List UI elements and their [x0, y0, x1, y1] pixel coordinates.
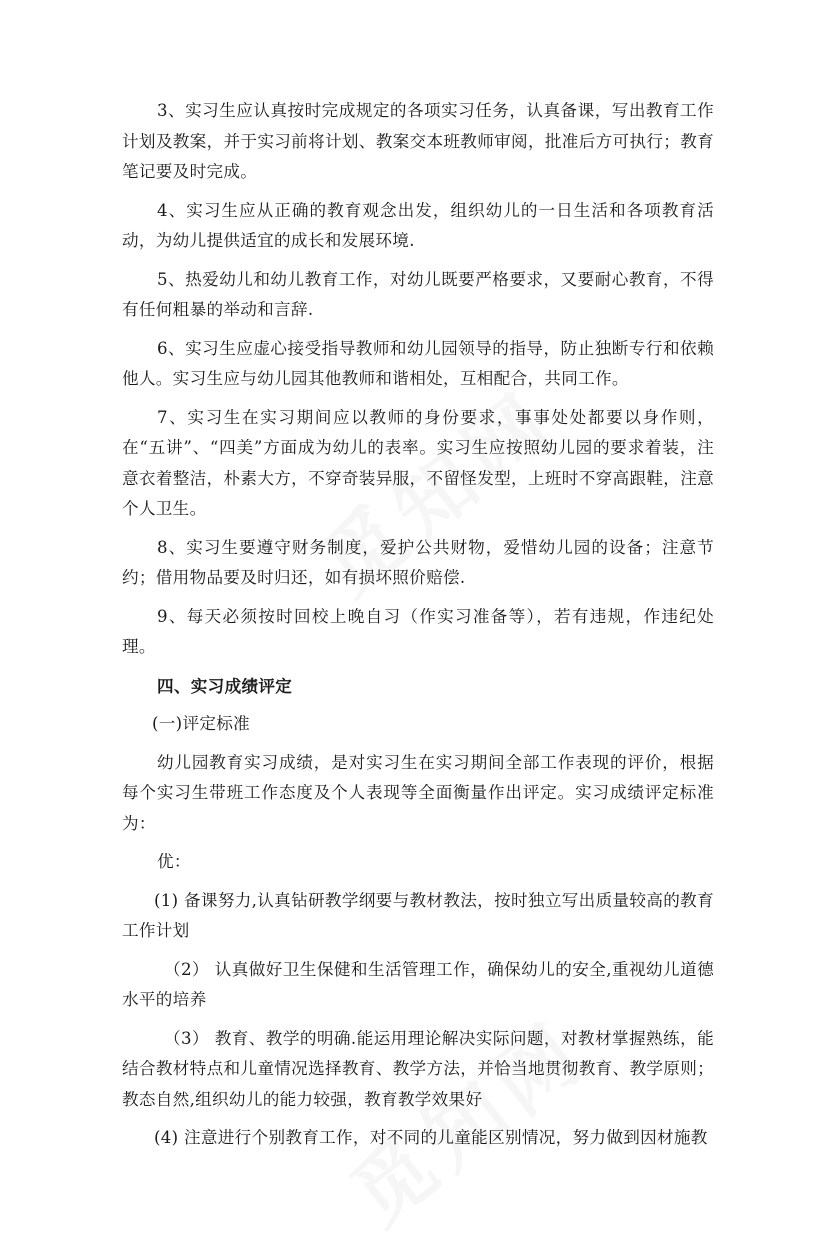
paragraph-rule-8: 8、实习生要遵守财务制度，爱护公共财物，爱惜幼儿园的设备；注意节约；借用物品要及时归还，如有损坏照价赔偿. — [122, 537, 714, 587]
paragraph-intro: 幼儿园教育实习成绩，是对实习生在实习期间全部工作表现的评价，根据每个实习生带班工作态度及个人表现等全面衡量作出评定。实习成绩评定标准为： — [122, 752, 714, 833]
paragraph-rule-5: 5、热爱幼儿和幼儿教育工作，对幼儿既要严格要求，又要耐心教育，不得有任何粗暴的举动和言辞. — [122, 269, 714, 319]
paragraph-rule-6: 6、实习生应虚心接受指导教师和幼儿园领导的指导，防止独断专行和依赖他人。实习生应与幼儿园其他教师和谐相处，互相配合，共同工作。 — [122, 338, 714, 388]
paragraph-rule-4: 4、实习生应从正确的教育观念出发，组织幼儿的一日生活和各项教育活动，为幼儿提供适宜的成长和发展环境. — [122, 200, 714, 250]
grade-label: 优： — [157, 852, 191, 871]
paragraph-rule-7: 7、实习生在实习期间应以教师的身份要求，事事处处都要以身作则，在“五讲”、“四美”方面成为幼儿的表率。实习生应按照幼儿园的要求着装，注意衣着整洁，朴素大方，不穿奇装异服，不留怪发型，上班时不穿高跟鞋，注意个人卫生。 — [122, 407, 714, 518]
document-body — [122, 96, 714, 1162]
criteria-item-4: (4) 注意进行个别教育工作，对不同的儿童能区别情况，努力做到因材施教 — [154, 1128, 708, 1147]
criteria-item-3: （3） 教育、教学的明确.能运用理论解决实际问题，对教材掌握熟练，能结合教材特点和儿童情况选择教育、教学方法，并恰当地贯彻教育、教学原则；教态自然,组织幼儿的能力较强，教育教学效果好 — [122, 1028, 714, 1109]
section-heading: 四、实习成绩评定 — [157, 675, 293, 696]
paragraph-rule-9: 9、每天必须按时回校上晚自习（作实习准备等），若有违规，作违纪处理。 — [122, 606, 714, 656]
subsection-heading: (一)评定标准 — [152, 714, 251, 733]
criteria-item-1: (1) 备课努力,认真钻研教学纲要与教材教法，按时独立写出质量较高的教育工作计划 — [122, 890, 714, 940]
paragraph-rule-3: 3、实习生应认真按时完成规定的各项实习任务，认真备课，写出教育工作计划及教案，并于实习前将计划、教案交本班教师审阅，批准后方可执行；教育笔记要及时完成。 — [122, 101, 714, 181]
criteria-item-2: （2） 认真做好卫生保健和生活管理工作，确保幼儿的安全,重视幼儿道德水平的培养 — [122, 959, 714, 1009]
